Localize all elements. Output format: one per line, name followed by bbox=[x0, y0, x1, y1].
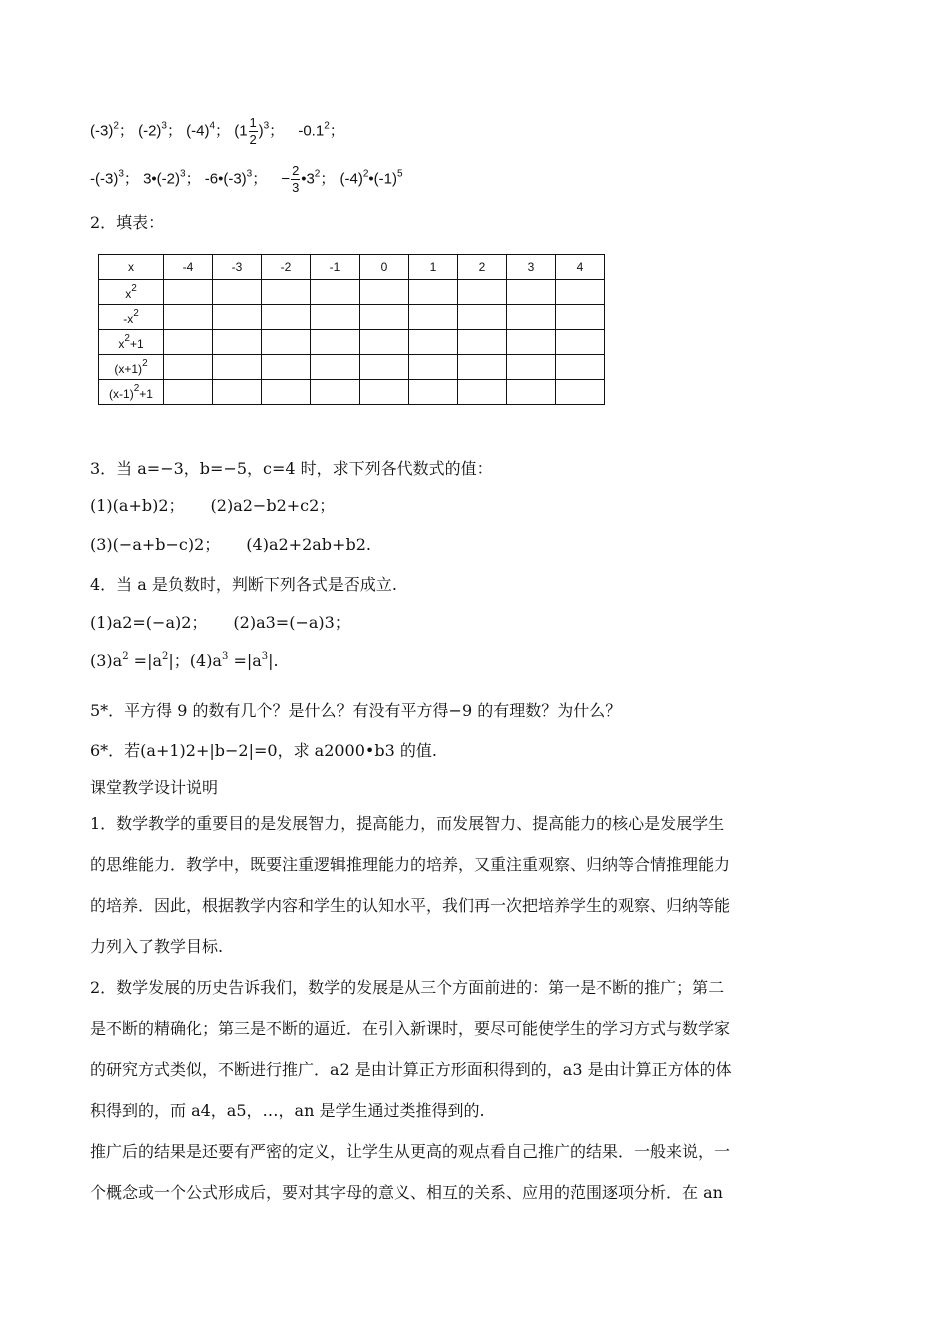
blank-cell[interactable] bbox=[556, 380, 605, 405]
separator: ； bbox=[166, 122, 182, 140]
blank-cell[interactable] bbox=[213, 355, 262, 380]
separator: ； bbox=[118, 122, 134, 140]
blank-cell[interactable] bbox=[507, 380, 556, 405]
expr-text: •3 bbox=[301, 170, 315, 188]
exponent: 2 bbox=[122, 651, 129, 662]
q4-item-1: (1)a2=(−a)2； bbox=[90, 613, 208, 632]
paragraph-3 bbox=[90, 1131, 862, 1213]
blank-cell[interactable] bbox=[409, 280, 458, 305]
expr-text: (1 bbox=[234, 122, 248, 140]
blank-cell[interactable] bbox=[458, 280, 507, 305]
row-label: $(x-1)^2+1$ bbox=[99, 380, 164, 405]
blank-cell[interactable] bbox=[213, 380, 262, 405]
blank-cell[interactable] bbox=[262, 305, 311, 330]
table-header-cell: 4 bbox=[556, 255, 605, 280]
blank-cell[interactable] bbox=[507, 280, 556, 305]
q3-item-3: (3)(−a+b−c)2； bbox=[90, 535, 221, 554]
blank-cell[interactable] bbox=[409, 380, 458, 405]
q3-title: 3．当 a=−3，b=−5，c=4 时，求下列各代数式的值： bbox=[90, 459, 493, 478]
separator: ； bbox=[252, 170, 268, 188]
numerator: 2 bbox=[292, 163, 300, 178]
blank-cell[interactable] bbox=[458, 330, 507, 355]
table-row bbox=[99, 280, 605, 305]
separator: ； bbox=[320, 170, 336, 188]
paragraph-line: 积得到的，而 a4，a5，…，an 是学生通过类推得到的. bbox=[90, 1101, 485, 1120]
q2-title: 2．填表： bbox=[90, 213, 165, 232]
fill-in-table bbox=[98, 254, 605, 405]
blank-cell[interactable] bbox=[507, 330, 556, 355]
paragraph-1 bbox=[90, 803, 862, 967]
separator: ； bbox=[185, 170, 201, 188]
blank-cell[interactable] bbox=[311, 305, 360, 330]
paragraph-line: 的思维能力．教学中，既要注重逻辑推理能力的培养，又重注重观察、归纳等合情推理能力 bbox=[90, 855, 731, 874]
expr-text: =|a bbox=[128, 651, 162, 670]
table-row bbox=[99, 330, 605, 355]
blank-cell[interactable] bbox=[458, 305, 507, 330]
table-header-cell: -1 bbox=[311, 255, 360, 280]
q5-text: 5*．平方得 9 的数有几个？是什么？有没有平方得−9 的有理数？为什么？ bbox=[90, 701, 622, 720]
denominator: 3 bbox=[292, 180, 300, 195]
expr-text: -(-3) bbox=[90, 170, 119, 188]
expr-text: (3)a bbox=[90, 651, 123, 670]
exponent: 3 bbox=[246, 168, 253, 180]
q3-item-1: (1)(a+b)2； bbox=[90, 496, 185, 515]
blank-cell[interactable] bbox=[409, 305, 458, 330]
separator: ； bbox=[269, 122, 285, 140]
blank-cell[interactable] bbox=[360, 330, 409, 355]
expr-text: (-3) bbox=[90, 122, 114, 140]
separator: ； bbox=[215, 122, 231, 140]
q4-item-2: (2)a3=(−a)3； bbox=[233, 613, 351, 632]
exponent: 3 bbox=[118, 168, 124, 180]
table-header-cell: 1 bbox=[409, 255, 458, 280]
blank-cell[interactable] bbox=[458, 355, 507, 380]
table-row bbox=[99, 355, 605, 380]
denominator: 2 bbox=[249, 132, 257, 147]
q4-line-1 bbox=[90, 610, 351, 633]
table-row bbox=[99, 380, 605, 405]
blank-cell[interactable] bbox=[164, 305, 213, 330]
blank-cell[interactable] bbox=[507, 305, 556, 330]
paragraph-line: 个概念或一个公式形成后，要对其字母的意义、相互的关系、应用的范围逐项分析．在 an bbox=[90, 1183, 723, 1202]
blank-cell[interactable] bbox=[213, 305, 262, 330]
expr-text: =|a bbox=[228, 651, 262, 670]
blank-cell[interactable] bbox=[556, 305, 605, 330]
blank-cell[interactable] bbox=[164, 330, 213, 355]
exponent: 5 bbox=[397, 168, 403, 180]
blank-cell[interactable] bbox=[360, 355, 409, 380]
exponent: 3 bbox=[180, 168, 186, 180]
paragraph-line: 的研究方式类似，不断进行推广．a2 是由计算正方形面积得到的，a3 是由计算正方体的体 bbox=[90, 1060, 732, 1079]
expr-text: |；(4)a bbox=[168, 651, 222, 670]
exponent: 2 bbox=[324, 120, 330, 132]
blank-cell[interactable] bbox=[262, 330, 311, 355]
blank-cell[interactable] bbox=[458, 380, 507, 405]
row-label: $-x^2$ bbox=[99, 305, 164, 330]
table-header-cell: -2 bbox=[262, 255, 311, 280]
blank-cell[interactable] bbox=[311, 280, 360, 305]
exercise-row-2 bbox=[90, 164, 403, 195]
q3-item-2: (2)a2−b2+c2； bbox=[210, 496, 336, 515]
minus-sign: − bbox=[281, 170, 291, 188]
table-header-cell: 0 bbox=[360, 255, 409, 280]
expr-text: (-4) bbox=[339, 170, 363, 188]
exercise-row-1 bbox=[90, 116, 345, 147]
exponent: 2 bbox=[162, 651, 169, 662]
section-title: 课堂教学设计说明 bbox=[90, 778, 219, 797]
expr-text: (-2) bbox=[138, 122, 162, 140]
q4-line-2 bbox=[90, 648, 279, 671]
expr-text: ) bbox=[258, 122, 264, 140]
table-header-row bbox=[99, 255, 605, 280]
q4-title: 4．当 a 是负数时，判断下列各式是否成立. bbox=[90, 575, 397, 594]
expr-text: |. bbox=[268, 651, 279, 670]
paragraph-line: 是不断的精确化；第三是不断的逼近．在引入新课时，要尽可能使学生的学习方式与数学家 bbox=[90, 1019, 731, 1038]
blank-cell[interactable] bbox=[409, 330, 458, 355]
blank-cell[interactable] bbox=[311, 380, 360, 405]
paragraph-line: 2．数学发展的历史告诉我们，数学的发展是从三个方面前进的：第一是不断的推广；第二 bbox=[90, 978, 725, 997]
table-header-cell: -3 bbox=[213, 255, 262, 280]
blank-cell[interactable] bbox=[360, 380, 409, 405]
q3-item-4: (4)a2+2ab+b2. bbox=[246, 535, 371, 554]
blank-cell[interactable] bbox=[311, 355, 360, 380]
exponent: 4 bbox=[209, 120, 216, 132]
paragraph-line: 的培养．因此，根据教学内容和学生的认知水平，我们再一次把培养学生的观察、归纳等能 bbox=[90, 896, 731, 915]
blank-cell[interactable] bbox=[262, 280, 311, 305]
exponent: 2 bbox=[314, 168, 321, 180]
blank-cell[interactable] bbox=[262, 355, 311, 380]
row-label: $x^2$ bbox=[99, 280, 164, 305]
q6-text: 6*．若(a+1)2+|b−2|=0，求 a2000•b3 的值. bbox=[90, 741, 437, 760]
q3-line-2 bbox=[90, 532, 371, 555]
expr-text: -6•(-3) bbox=[204, 170, 247, 188]
fraction bbox=[291, 164, 300, 195]
blank-cell[interactable] bbox=[556, 280, 605, 305]
expr-text: •(-1) bbox=[368, 170, 398, 188]
separator: ； bbox=[123, 170, 139, 188]
expr-text: 3•(-2) bbox=[143, 170, 180, 188]
blank-cell[interactable] bbox=[360, 280, 409, 305]
paragraph-line: 力列入了教学目标. bbox=[90, 937, 224, 956]
expr-text: -0.1 bbox=[298, 122, 325, 140]
row-label: $(x+1)^2$ bbox=[99, 355, 164, 380]
blank-cell[interactable] bbox=[164, 355, 213, 380]
row-label: $x^2+1$ bbox=[99, 330, 164, 355]
blank-cell[interactable] bbox=[556, 330, 605, 355]
paragraph-2 bbox=[90, 967, 862, 1131]
blank-cell[interactable] bbox=[409, 355, 458, 380]
exponent: 3 bbox=[161, 120, 167, 132]
blank-cell[interactable] bbox=[213, 330, 262, 355]
blank-cell[interactable] bbox=[556, 355, 605, 380]
table-header-cell: x bbox=[99, 255, 164, 280]
table-header-cell: 2 bbox=[458, 255, 507, 280]
exponent: 3 bbox=[221, 651, 229, 662]
table-row bbox=[99, 305, 605, 330]
exponent: 3 bbox=[261, 651, 269, 662]
numerator: 1 bbox=[249, 115, 257, 130]
exponent: 2 bbox=[113, 120, 119, 132]
table-header-cell: -4 bbox=[164, 255, 213, 280]
blank-cell[interactable] bbox=[213, 280, 262, 305]
blank-cell[interactable] bbox=[311, 330, 360, 355]
q3-line-1 bbox=[90, 493, 335, 516]
blank-cell[interactable] bbox=[262, 380, 311, 405]
blank-cell[interactable] bbox=[507, 355, 556, 380]
exponent: 3 bbox=[263, 120, 270, 132]
blank-cell[interactable] bbox=[164, 280, 213, 305]
separator: ； bbox=[329, 122, 345, 140]
fraction bbox=[249, 116, 258, 147]
exponent: 2 bbox=[362, 168, 369, 180]
expr-text: (-4) bbox=[186, 122, 210, 140]
blank-cell[interactable] bbox=[360, 305, 409, 330]
paragraph-line: 1．数学教学的重要目的是发展智力，提高能力，而发展智力、提高能力的核心是发展学生 bbox=[90, 814, 725, 833]
paragraph-line: 推广后的结果是还要有严密的定义，让学生从更高的观点看自己推广的结果．一般来说，一 bbox=[90, 1142, 731, 1161]
blank-cell[interactable] bbox=[164, 380, 213, 405]
table-header-cell: 3 bbox=[507, 255, 556, 280]
